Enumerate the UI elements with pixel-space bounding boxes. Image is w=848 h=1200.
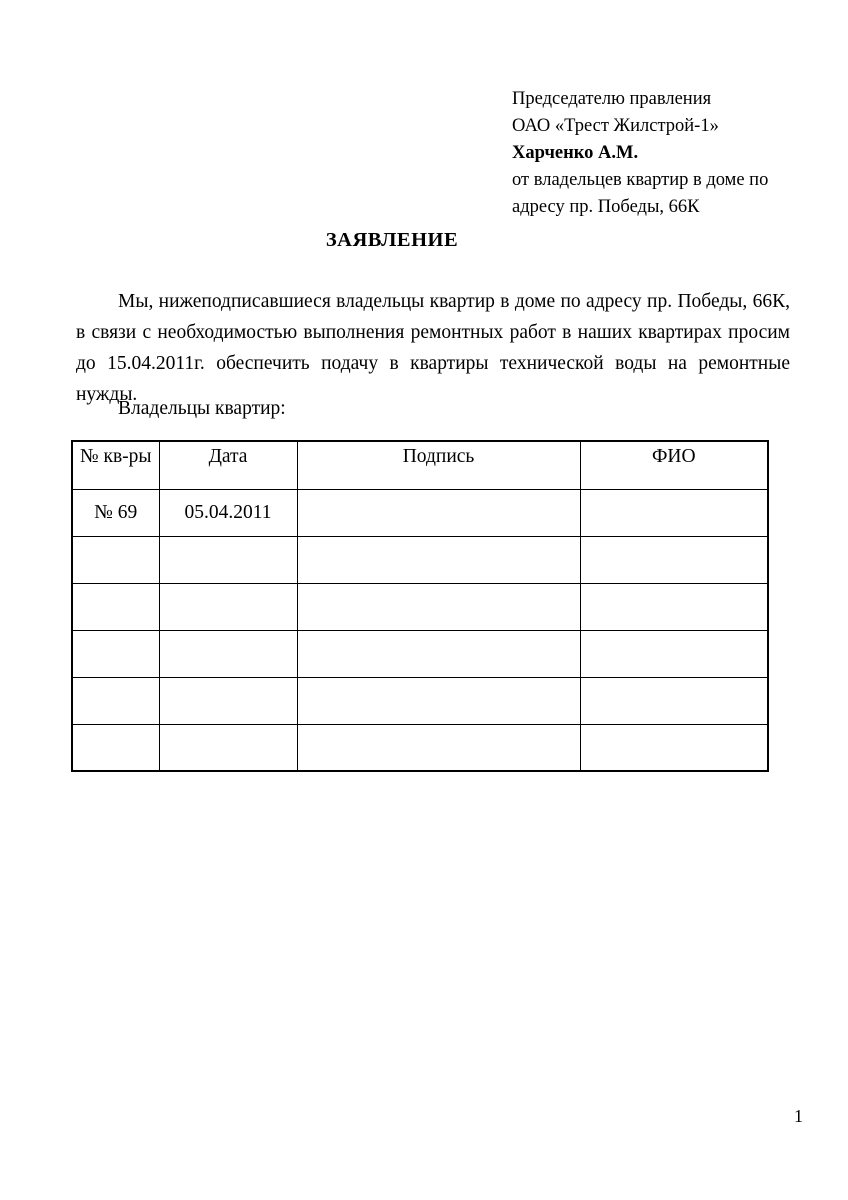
owners-label: Владельцы квартир: — [118, 398, 286, 419]
table-cell — [297, 677, 580, 724]
document-title: ЗАЯВЛЕНИЕ — [325, 229, 459, 251]
table-cell — [580, 724, 768, 771]
table-row — [72, 489, 768, 536]
table-cell — [297, 489, 580, 536]
recipient-name: Харченко А.М. — [512, 143, 639, 163]
table-cell — [72, 583, 159, 630]
recipient-line: адресу пр. Победы, 66К — [512, 197, 700, 217]
table-cell — [297, 536, 580, 583]
recipient-block — [512, 86, 812, 221]
table-cell — [159, 583, 297, 630]
table-row — [72, 630, 768, 677]
table-header-row — [72, 441, 768, 489]
table-cell: 05.04.2011 — [159, 489, 297, 536]
recipient-line: от владельцев квартир в доме по — [512, 170, 769, 190]
column-header-date: Дата — [159, 441, 297, 489]
table-cell: № 69 — [72, 489, 159, 536]
table-cell — [72, 724, 159, 771]
table-cell — [72, 677, 159, 724]
table-cell — [580, 630, 768, 677]
page-number: 1 — [794, 1106, 803, 1126]
recipient-line: ОАО «Трест Жилстрой-1» — [512, 116, 719, 136]
owners-table — [71, 440, 769, 772]
table-row — [72, 724, 768, 771]
column-header-signature: Подпись — [297, 441, 580, 489]
table-cell — [297, 630, 580, 677]
table-cell — [580, 583, 768, 630]
column-header-apartment-number: № кв-ры — [72, 441, 159, 489]
body-paragraph: Мы, нижеподписавшиеся владельцы квартир в доме по адресу пр. Победы, 66К, в связи с необходимостью выполнения ремонтных работ в наших квартирах просим до 15.04.2011г. обеспечить подачу в квартиры технической воды на ремонтные нужды. — [76, 290, 790, 405]
table-cell — [159, 724, 297, 771]
column-header-fullname: ФИО — [580, 441, 768, 489]
table-row — [72, 536, 768, 583]
table-cell — [72, 536, 159, 583]
table-cell — [159, 677, 297, 724]
table-cell — [580, 489, 768, 536]
table-cell — [297, 583, 580, 630]
table-cell — [297, 724, 580, 771]
table-cell — [580, 677, 768, 724]
table-cell — [580, 536, 768, 583]
owners-table-body — [72, 489, 768, 771]
table-row — [72, 583, 768, 630]
table-cell — [159, 536, 297, 583]
recipient-line: Председателю правления — [512, 89, 712, 109]
table-cell — [159, 630, 297, 677]
table-row — [72, 677, 768, 724]
table-cell — [72, 630, 159, 677]
